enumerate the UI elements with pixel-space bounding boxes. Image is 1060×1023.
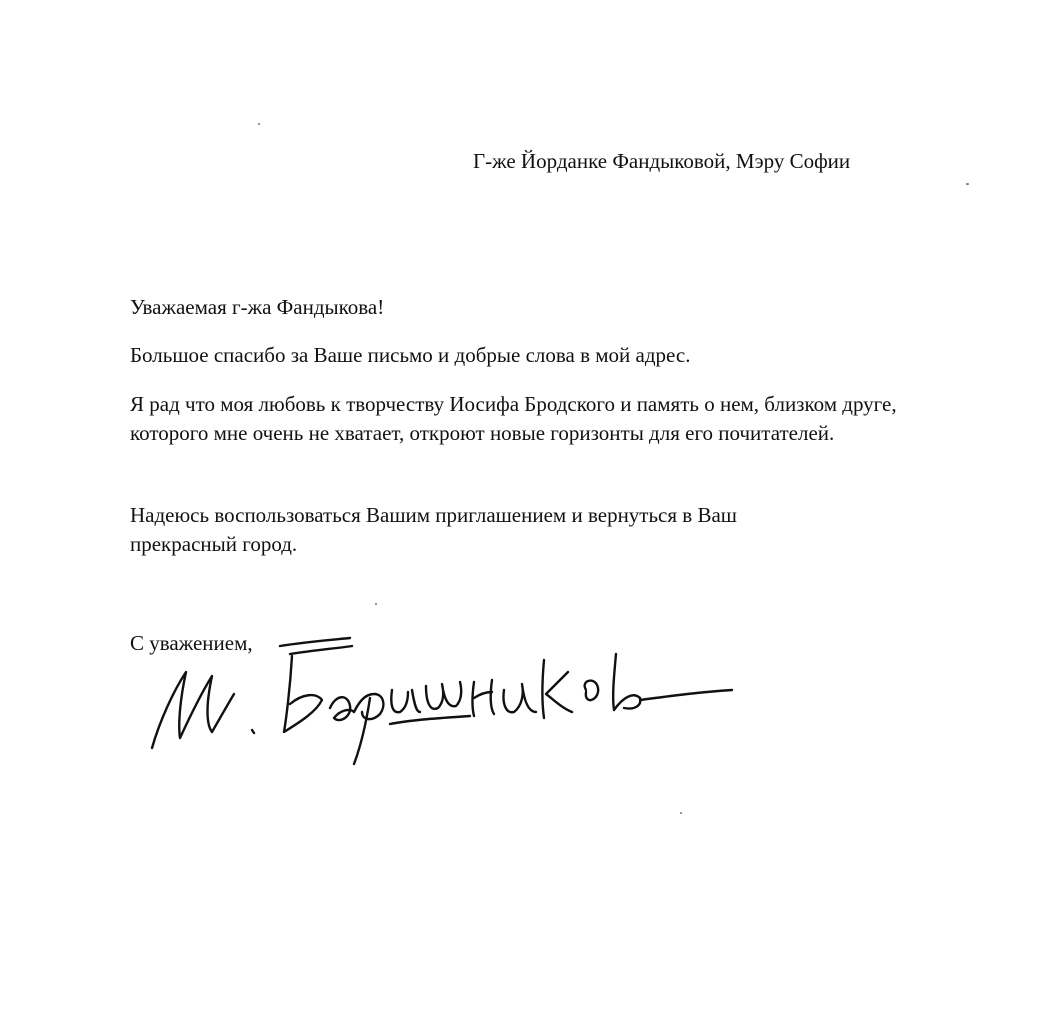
scan-speck bbox=[680, 812, 682, 814]
salutation: Уважаемая г-жа Фандыкова! bbox=[130, 295, 385, 319]
paragraph-thanks: Большое спасибо за Ваше письмо и добрые слова в мой адрес. bbox=[130, 343, 691, 367]
handwritten-signature bbox=[140, 620, 750, 780]
scan-speck bbox=[966, 183, 969, 185]
closing-line: С уважением, bbox=[130, 631, 253, 655]
paragraph-brodsky: Я рад что моя любовь к творчеству Иосифа Бродского и память о нем, близком друге, которого мне очень не хватает, откроют новые горизонты для его почитателей. bbox=[130, 392, 897, 445]
scan-speck bbox=[258, 123, 260, 125]
scan-speck bbox=[375, 603, 377, 605]
paragraph-invitation: Надеюсь воспользоваться Вашим приглашением и вернуться в Ваш прекрасный город. bbox=[130, 503, 737, 556]
recipient-line: Г-же Йорданке Фандыковой, Мэру Софии bbox=[473, 149, 851, 173]
